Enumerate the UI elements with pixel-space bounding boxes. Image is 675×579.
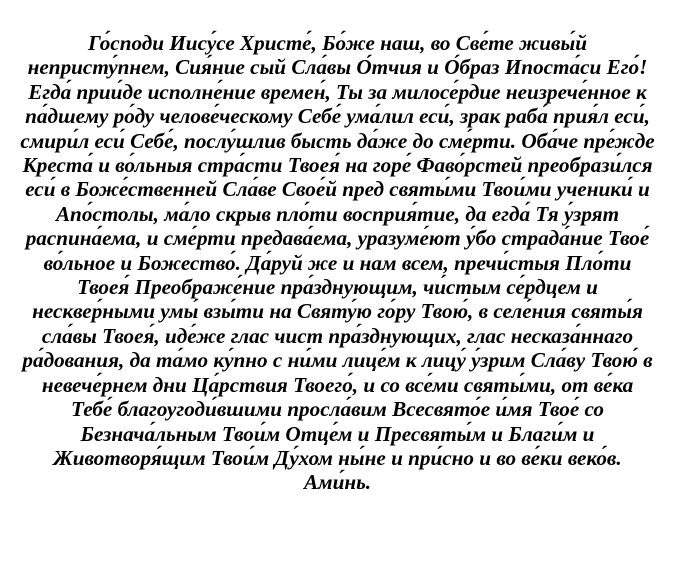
text-line: Животворя́щим Твои́м Ду́хом ны́не и при́сно и во ве́ки веко́в.	[53, 445, 622, 470]
text-line: Ами́нь.	[303, 470, 372, 495]
text-line: па́дшему ро́ду челове́ческому Себе́ ума́лил еси́, зрак раба́ прия́л еси́,	[25, 104, 650, 129]
text-line: сла́вы Твоея́, иде́же глас чист пра́зднующих, глас несказа́ннаго	[41, 323, 634, 348]
text-line: во́льное и Божество́. Да́руй же и нам всем, пречи́стыя Пло́ти	[43, 250, 632, 275]
text-line: невече́рнем дни Ца́рствия Твоего́, и со все́ми святы́ми, от ве́ка	[41, 372, 634, 397]
text-line: непристу́пнем, Сия́ние сый Сла́вы О́тчия и О́браз Ипоста́си Его́!	[27, 55, 648, 80]
text-line: Твоея́ Преображе́ние пра́зднующим, чи́стым се́рдцем и	[77, 275, 598, 300]
prayer-text	[0, 31, 675, 495]
text-line: Безнача́льным Твои́м Отце́м и Пресвяты́м и Благи́м и	[80, 421, 595, 446]
text-line: ра́дования, да та́мо ку́пно с ни́ми лице́м к лицу́ у́зрим Сла́ву Твою́ в	[22, 348, 653, 373]
text-line: Апо́столы, ма́ло скрыв пло́ти восприя́тие, да егда́ Тя у́зрят	[55, 201, 620, 226]
text-line: несквер́ными умы́ взы́ти на Святу́ю го́ру Твою́, в селе́ния святы́я	[32, 299, 643, 324]
text-line: еси́ в Боже́ственней Сла́ве Свое́й пред святы́ми Твои́ми ученики́ и	[25, 177, 650, 202]
text-line: смири́л еси́ Себе́, послу́шлив бысть да́же до сме́рти. Оба́че пре́жде	[20, 128, 655, 153]
text-line: Го́споди Иису́се Христе́, Бо́же наш, во Све́те живы́й	[88, 31, 587, 55]
text-line: Креста́ и во́льныя стра́сти Твоея́ на горе́ Фаво́рстей преобрази́лся	[22, 153, 653, 178]
text-line: Тебе́ благоугоди́вшими просла́вим Всесвято́е и́мя Твое́ со	[71, 397, 604, 422]
text-line: Егда́ прии́де исполне́ние времен́, Ты за милосе́рдие неизрече́нное к	[28, 79, 647, 104]
text-line: распина́ема, и сме́рти предава́ема, уразуме́ют у́бо страда́ние Твое́	[25, 226, 650, 251]
